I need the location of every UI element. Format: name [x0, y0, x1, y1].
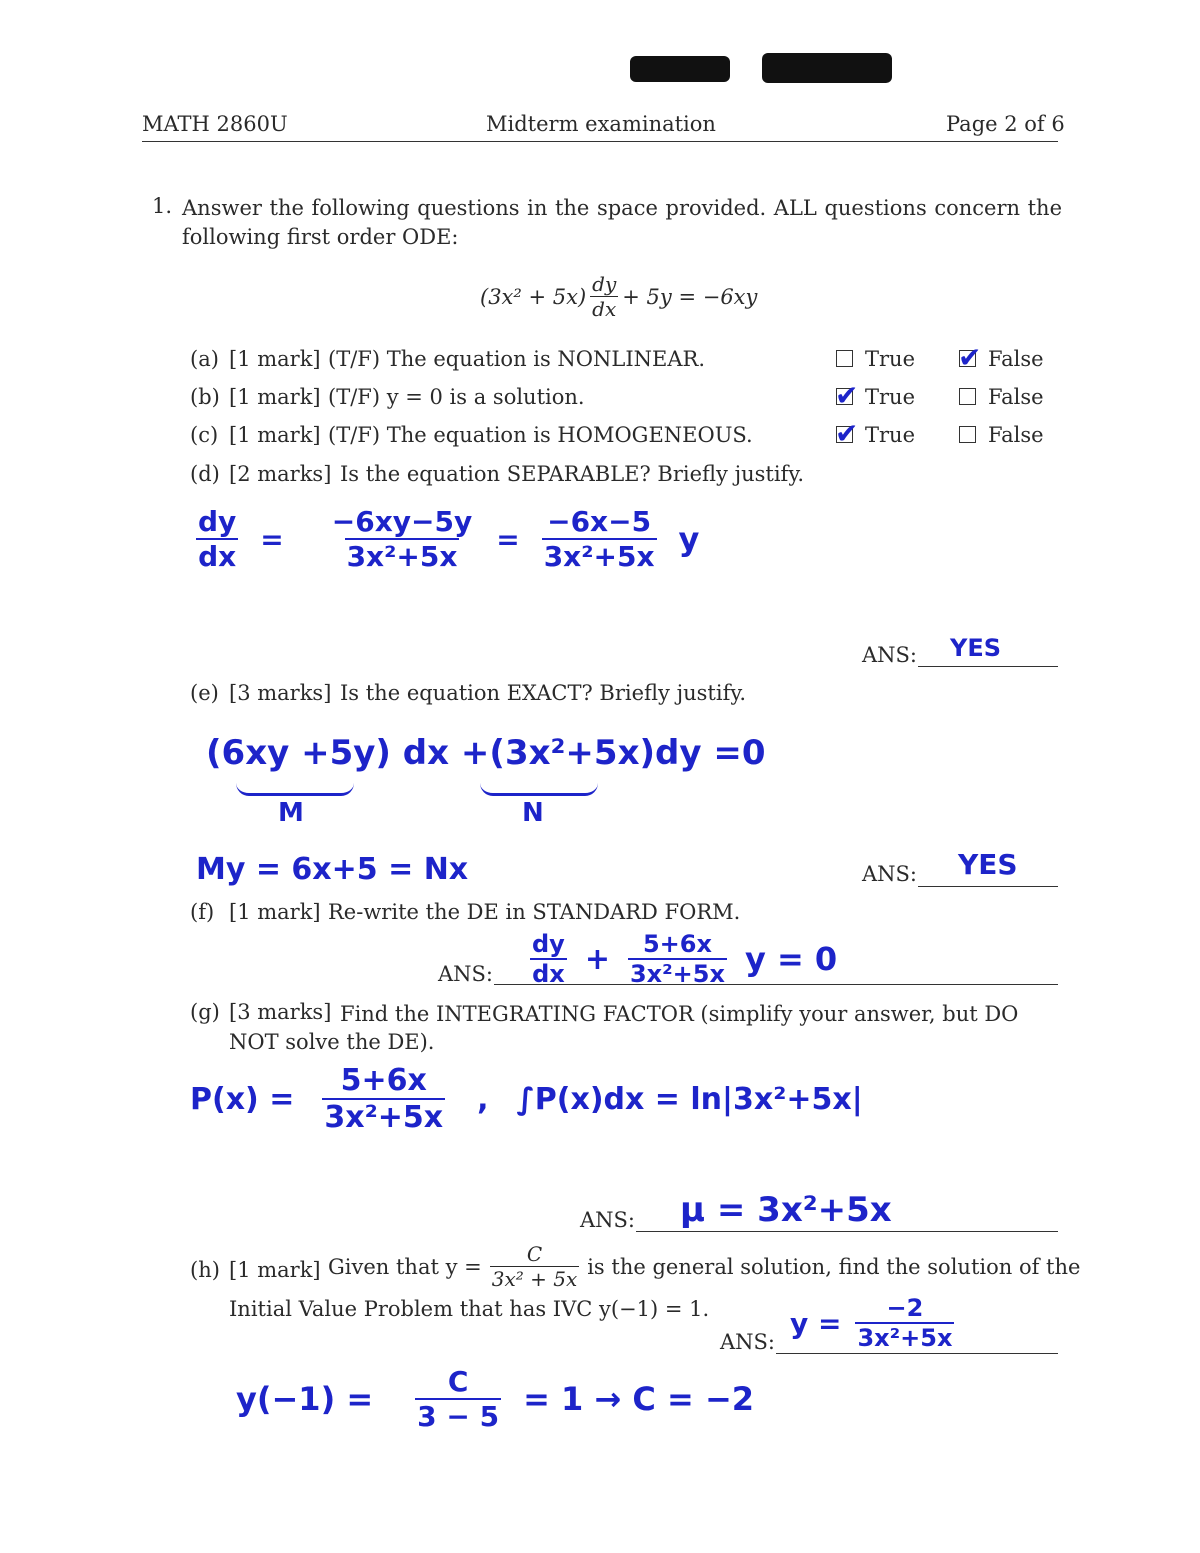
part-d-answer[interactable]: YES: [950, 634, 1002, 662]
hw-h-rhs: = 1 → C = −2: [523, 1380, 755, 1418]
header-rule: [142, 141, 1058, 142]
equation-derivative: [590, 272, 618, 321]
part-h-line-2: Initial Value Problem that has IVC y(−1) = 1.: [229, 1297, 710, 1321]
redacted-name-2: [762, 53, 892, 83]
part-b-true-option[interactable]: [835, 379, 915, 412]
part-f-label: (f): [190, 900, 215, 924]
hw-f-coefficient: [628, 930, 727, 988]
part-h-marks: [1 mark]: [229, 1258, 321, 1282]
part-c-text: (T/F) The equation is HOMOGENEOUS.: [328, 423, 753, 447]
part-h-general-solution: [490, 1242, 580, 1291]
part-f-marks: [1 mark]: [229, 900, 321, 924]
part-h-text-post: is the general solution, find the solution of the: [587, 1254, 1081, 1279]
part-f-answer[interactable]: [530, 930, 837, 988]
page-number: Page 2 of 6: [946, 112, 1065, 136]
part-g-handwritten-work: [190, 1063, 863, 1135]
part-e-marks: [3 marks]: [229, 681, 332, 705]
hw-g-num: 5+6x: [340, 1063, 427, 1098]
hw-f-tail: y = 0: [744, 940, 838, 978]
hw-d-equals-2: =: [496, 522, 520, 556]
part-g-marks: [3 marks]: [229, 1000, 332, 1024]
part-a-true-option[interactable]: [836, 347, 915, 371]
hw-d-derivative: [196, 505, 238, 573]
exam-title: Midterm examination: [486, 112, 716, 136]
part-e-answer-line: [918, 886, 1058, 887]
hw-f-derivative: [530, 930, 567, 988]
part-a-label: (a): [190, 347, 219, 371]
hw-d-y: y: [678, 520, 700, 558]
part-d-label: (d): [190, 462, 220, 486]
checkmark-icon: ✔: [958, 341, 982, 374]
part-h-answer[interactable]: [790, 1294, 954, 1352]
part-e-text: Is the equation EXACT? Briefly justify.: [340, 681, 747, 705]
hw-h-work-num: C: [447, 1365, 469, 1398]
equation-dy: dy: [592, 272, 617, 296]
redacted-name-1: [630, 56, 730, 82]
part-a-text: (T/F) The equation is NONLINEAR.: [328, 347, 705, 371]
course-code: MATH 2860U: [142, 112, 288, 136]
hw-d-num-2: −6x−5: [547, 505, 652, 538]
hw-e-line-2: My = 6x+5 = Nx: [196, 852, 469, 887]
hw-d-dy: dy: [198, 505, 237, 538]
part-c-true-checkbox[interactable]: [835, 417, 859, 450]
part-d-answer-line: [918, 666, 1058, 667]
hw-h-y: y =: [790, 1306, 842, 1340]
part-d-text: Is the equation SEPARABLE? Briefly justify.: [340, 462, 805, 486]
checkmark-icon: ✔: [835, 417, 859, 450]
part-h-frac-num: C: [526, 1242, 543, 1266]
part-b-false-option[interactable]: [959, 385, 1044, 409]
hw-h-fraction: [415, 1365, 501, 1433]
part-f-ans-label: ANS:: [438, 962, 494, 986]
hw-d-fraction-2: [542, 505, 657, 573]
hw-f-dx: dx: [532, 960, 565, 988]
part-d-ans-label: ANS:: [862, 643, 918, 667]
part-b-false-label: False: [988, 385, 1044, 409]
part-e-answer[interactable]: YES: [958, 848, 1018, 881]
hw-f-plus: +: [584, 941, 610, 977]
hw-e-N: N: [522, 798, 544, 828]
question-intro: Answer the following questions in the space provided. ALL questions concern the following first order ODE:: [182, 196, 1062, 249]
hw-h-num: −2: [886, 1294, 924, 1322]
hw-f-den: 3x²+5x: [629, 960, 725, 988]
hw-f-num: 5+6x: [642, 930, 712, 958]
part-h-answer-line: [776, 1353, 1058, 1354]
part-a-false-option[interactable]: [958, 341, 1044, 374]
part-b-marks: [1 mark]: [229, 385, 321, 409]
hw-g-comma: ,: [477, 1081, 489, 1117]
part-d-marks: [2 marks]: [229, 462, 332, 486]
part-g-label: (g): [190, 1000, 220, 1024]
part-b-true-checkbox[interactable]: [835, 379, 859, 412]
part-a-false-checkbox[interactable]: [958, 341, 982, 374]
part-c-label: (c): [190, 423, 219, 447]
hw-e-M: M: [278, 798, 304, 828]
part-h-frac-den: 3x² + 5x: [491, 1267, 578, 1291]
part-c-true-label: True: [865, 423, 915, 447]
hw-d-equals-1: =: [260, 522, 284, 556]
part-c-marks: [1 mark]: [229, 423, 321, 447]
hw-d-fraction-1: [330, 505, 474, 573]
part-c-false-checkbox[interactable]: [959, 426, 976, 443]
hw-d-den-1: 3x²+5x: [346, 540, 458, 573]
part-b-label: (b): [190, 385, 220, 409]
part-g-answer-line: [636, 1231, 1058, 1232]
part-g-ans-label: ANS:: [580, 1208, 636, 1232]
hw-d-num-1: −6xy−5y: [331, 505, 473, 538]
part-e-ans-label: ANS:: [862, 862, 918, 886]
hw-f-dy: dy: [532, 930, 565, 958]
part-c-false-option[interactable]: [959, 423, 1044, 447]
part-a-true-label: True: [865, 347, 915, 371]
part-e-label: (e): [190, 681, 219, 705]
hw-e-brace-n: [480, 783, 598, 796]
hw-g-fraction: [322, 1063, 445, 1135]
hw-h-work-den: 3 − 5: [417, 1400, 500, 1433]
equation-prefix: (3x² + 5x): [480, 284, 587, 309]
part-c-false-label: False: [988, 423, 1044, 447]
part-g-answer[interactable]: μ = 3x²+5x: [680, 1190, 892, 1230]
hw-h-den: 3x²+5x: [857, 1324, 953, 1352]
hw-e-brace-m: [236, 783, 354, 796]
hw-h-answer-fraction: [855, 1294, 954, 1352]
part-h-label: (h): [190, 1258, 220, 1282]
main-equation: [480, 272, 757, 321]
hw-g-integral: ∫P(x)dx = ln|3x²+5x|: [516, 1081, 863, 1117]
part-h-text-pre: Given that y =: [328, 1254, 482, 1279]
question-number: 1.: [152, 194, 173, 218]
checkmark-icon: ✔: [835, 379, 859, 412]
part-h-ans-label: ANS:: [720, 1330, 776, 1354]
part-c-true-option[interactable]: [835, 417, 915, 450]
part-b-text: (T/F) y = 0 is a solution.: [328, 385, 585, 409]
equation-rhs: + 5y = −6xy: [622, 284, 758, 309]
part-d-handwritten-work: [196, 505, 699, 573]
part-b-true-label: True: [865, 385, 915, 409]
part-h-line-1: [328, 1242, 1080, 1291]
part-f-text: Re-write the DE in STANDARD FORM.: [328, 900, 741, 924]
hw-h-lhs: y(−1) =: [236, 1380, 374, 1418]
hw-e-line-1: (6xy +5y) dx +(3x²+5x)dy =0: [206, 733, 766, 773]
hw-d-den-2: 3x²+5x: [543, 540, 655, 573]
part-h-handwritten-work: [236, 1365, 754, 1433]
part-g-text: Find the INTEGRATING FACTOR (simplify your answer, but DO NOT solve the DE).: [229, 1002, 1019, 1054]
equation-dx: dx: [592, 297, 617, 321]
part-a-true-checkbox[interactable]: [836, 350, 853, 367]
hw-g-p: P(x) =: [190, 1081, 295, 1117]
part-a-false-label: False: [988, 347, 1044, 371]
hw-g-den: 3x²+5x: [324, 1100, 444, 1135]
part-b-false-checkbox[interactable]: [959, 388, 976, 405]
part-a-marks: [1 mark]: [229, 347, 321, 371]
hw-d-dx: dx: [198, 540, 237, 573]
